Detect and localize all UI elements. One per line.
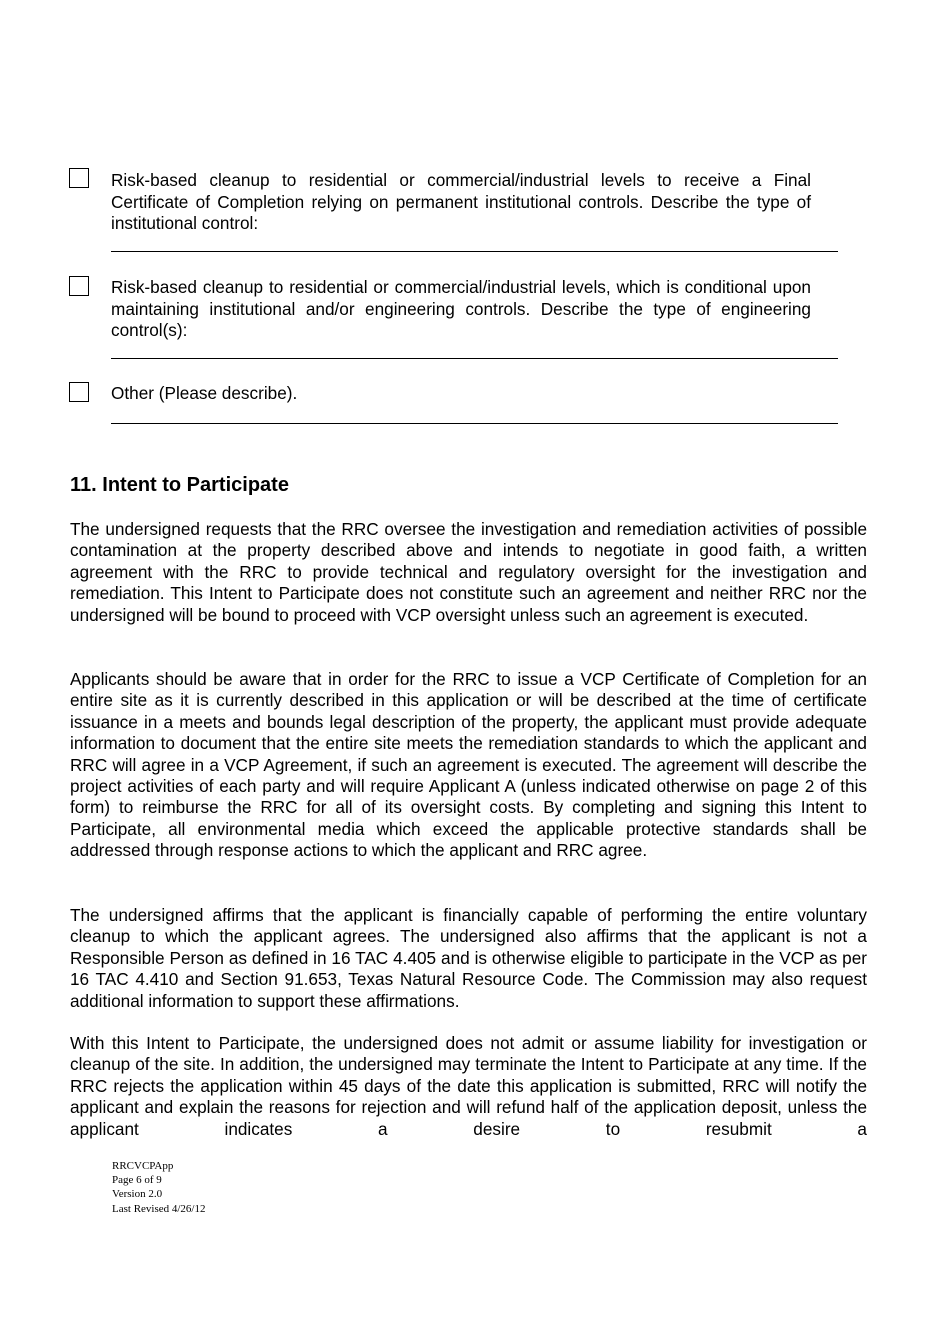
option-label: Risk-based cleanup to residential or commercial/industrial levels, which is conditional upon maintaining institutional and/or engineering controls. Describe the type of engineering control(s):	[111, 277, 811, 340]
page-number: Page 6 of 9	[112, 1174, 162, 1187]
form-id: RRCVCPApp	[112, 1160, 174, 1172]
version-label: Version 2.0	[112, 1188, 163, 1201]
institutional-control-answer-line[interactable]	[111, 251, 838, 252]
engineering-control-answer-line[interactable]	[111, 358, 838, 359]
other-answer-line[interactable]	[111, 423, 838, 424]
other-checkbox[interactable]	[69, 382, 89, 402]
page-footer	[112, 1159, 206, 1216]
paragraph-certificate: Applicants should be aware that in order for the RRC to issue a VCP Certificate of Completion for an entire site as it is currently described in this application or will be described at the time of certificate issuance in a meets and bounds legal description of the property, the applicant must provide adequate information to document that the entire site meets the remediation standards to which the applicant and RRC will agree in a VCP Agreement, if such an agreement is executed. The agreement will describe the project activities of each party and will require Applicant A (unless indicated otherwise on page 2 of this form) to reimburse the RRC for all of its oversight costs. By completing and signing this Intent to Participate, all environmental media which exceed the applicable protective standards shall be addressed through response actions to which the applicant and RRC agree.	[70, 669, 867, 861]
section-title: 11. Intent to Participate	[70, 474, 289, 496]
revision-date: Last Revised 4/26/12	[112, 1202, 206, 1215]
option-label: Other (Please describe).	[111, 383, 298, 403]
option-label: Risk-based cleanup to residential or commercial/industrial levels to receive a Final Certificate of Completion relying on permanent institutional controls. Describe the type of institutional control:	[111, 170, 811, 233]
paragraph-affirmation: The undersigned affirms that the applicant is financially capable of performing the entire voluntary cleanup to which the applicant agrees. The undersigned also affirms that the applicant is not a Responsible Person as defined in 16 TAC 4.405 and is otherwise eligible to participate in the VCP as per 16 TAC 4.410 and Section 91.653, Texas Natural Resource Code. The Commission may also request additional information to support these affirmations.	[70, 905, 867, 1011]
institutional-controls-checkbox[interactable]	[69, 168, 89, 188]
engineering-controls-checkbox[interactable]	[69, 276, 89, 296]
paragraph-liability: With this Intent to Participate, the undersigned does not admit or assume liability for investigation or cleanup of the site. In addition, the undersigned may terminate the Intent to Participate at any time. If the RRC rejects the application within 45 days of the date this application is submitted, RRC will notify the applicant and explain the reasons for rejection and will refund half of the application deposit, unless the applicant indicates a desire to resubmit a	[70, 1033, 867, 1139]
paragraph-intent: The undersigned requests that the RRC oversee the investigation and remediation activities of possible contamination at the property described above and intends to negotiate in good faith, a written agreement with the RRC to provide technical and regulatory oversight for the investigation and remediation. This Intent to Participate does not constitute such an agreement and neither RRC nor the undersigned will be bound to proceed with VCP oversight unless such an agreement is executed.	[70, 519, 867, 625]
